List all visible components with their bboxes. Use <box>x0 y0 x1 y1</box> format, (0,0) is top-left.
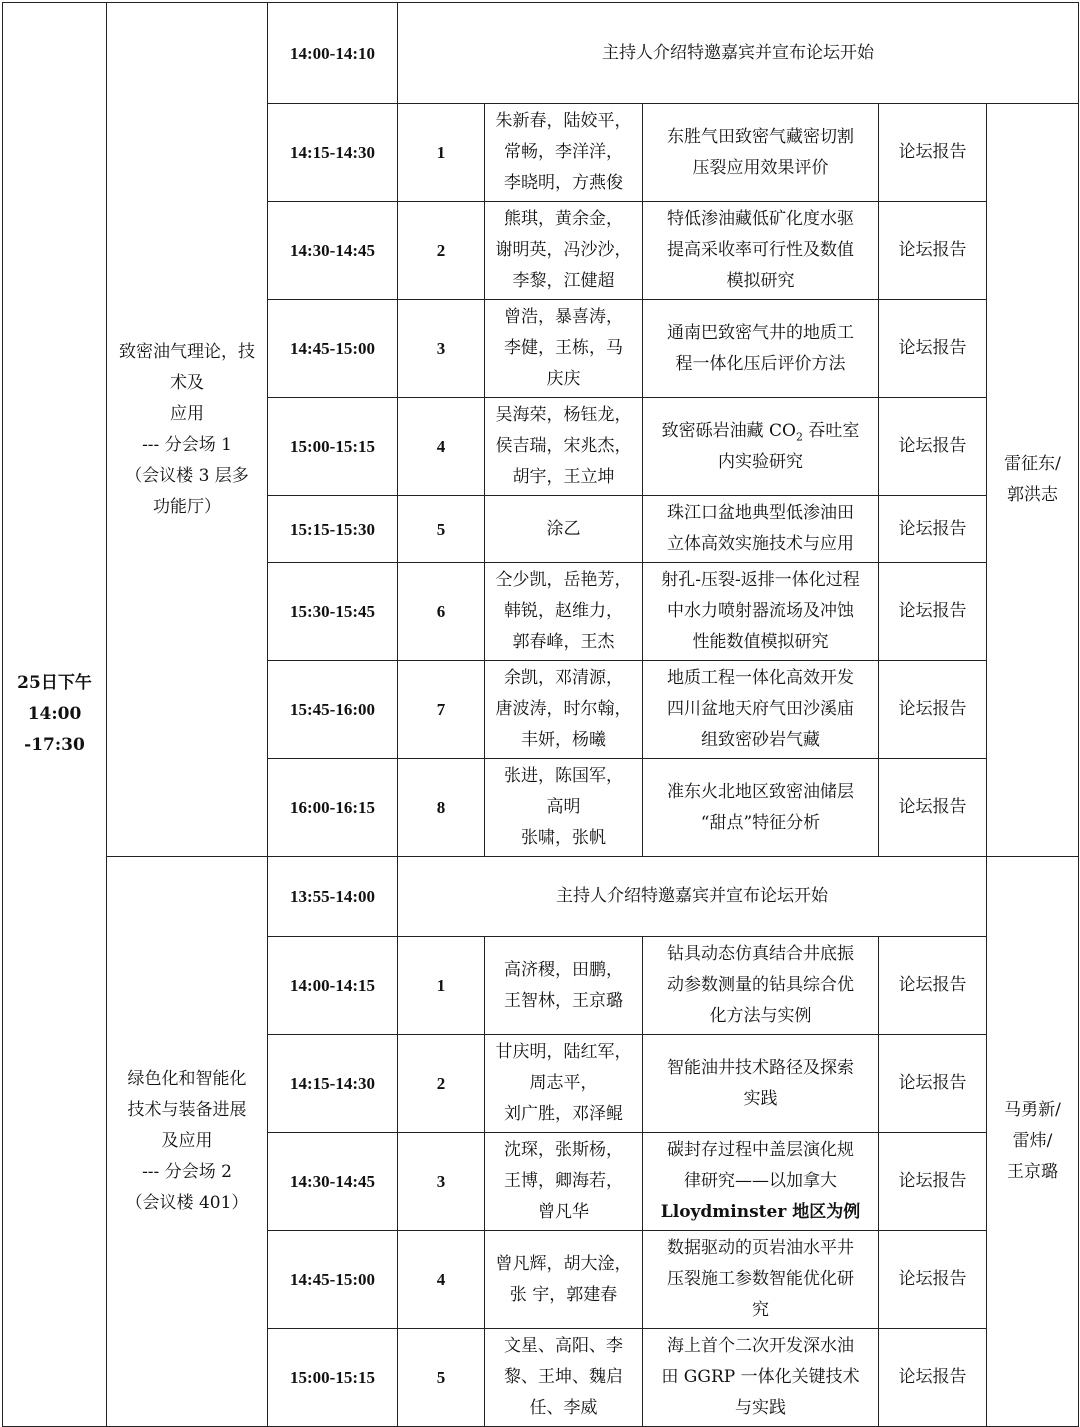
talk-authors: 吴海荣，杨钰龙， 侯吉瑞，宋兆杰， 胡宇，王立坤 <box>485 398 643 496</box>
talk-topic: 致密砾岩油藏 $CO_2$ 吞吐室 内实验研究 <box>643 398 879 496</box>
talk-topic: 碳封存过程中盖层演化规 律研究——以加拿大 Lloydminster 地区为例 <box>643 1133 879 1231</box>
day-time-start: 14:00 <box>27 704 82 724</box>
talk-time: 14:45-15:00 <box>268 1231 398 1329</box>
talk-authors: 熊琪，黄余金， 谢明英，冯沙沙， 李黎，江健超 <box>485 202 643 300</box>
talk-topic: 射孔-压裂-返排一体化过程 中水力喷射器流场及冲蚀 性能数值模拟研究 <box>643 563 879 661</box>
talk-type: 论坛报告 <box>879 104 987 202</box>
talk-type: 论坛报告 <box>879 661 987 759</box>
talk-time: 14:45-15:00 <box>268 300 398 398</box>
talk-topic: 通南巴致密气井的地质工 程一体化压后评价方法 <box>643 300 879 398</box>
talk-topic: 钻具动态仿真结合井底振 动参数测量的钻具综合优 化方法与实例 <box>643 937 879 1035</box>
talk-time: 15:00-15:15 <box>268 1329 398 1427</box>
talk-type: 论坛报告 <box>879 1329 987 1427</box>
talk-topic: 特低渗油藏低矿化度水驱 提高采收率可行性及数值 模拟研究 <box>643 202 879 300</box>
talk-number: 3 <box>398 1133 485 1231</box>
day-cell <box>3 3 107 1427</box>
talk-number: 4 <box>398 1231 485 1329</box>
talk-time: 14:30-14:45 <box>268 1133 398 1231</box>
talk-topic: 准东火北地区致密油储层 “甜点”特征分析 <box>643 759 879 857</box>
opening-text: 主持人介绍特邀嘉宾并宣布论坛开始 <box>398 857 987 937</box>
talk-number: 2 <box>398 202 485 300</box>
talk-type: 论坛报告 <box>879 496 987 563</box>
session-1-chairs: 雷征东/ 郭洪志 <box>987 104 1079 857</box>
talk-topic: 智能油井技术路径及探索 实践 <box>643 1035 879 1133</box>
talk-number: 4 <box>398 398 485 496</box>
talk-topic: 海上首个二次开发深水油 田 GGRP 一体化关键技术 与实践 <box>643 1329 879 1427</box>
talk-time: 15:45-16:00 <box>268 661 398 759</box>
talk-authors: 沈琛，张斯杨， 王博，卿海若， 曾凡华 <box>485 1133 643 1231</box>
talk-number: 6 <box>398 563 485 661</box>
talk-time: 15:30-15:45 <box>268 563 398 661</box>
session-2-opening-row <box>3 857 1079 937</box>
talk-time: 16:00-16:15 <box>268 759 398 857</box>
talk-authors: 高济稷，田鹏， 王智林，王京璐 <box>485 937 643 1035</box>
talk-number: 8 <box>398 759 485 857</box>
talk-number: 5 <box>398 1329 485 1427</box>
talk-topic: 地质工程一体化高效开发 四川盆地天府气田沙溪庙 组致密砂岩气藏 <box>643 661 879 759</box>
session-2-name: 绿色化和智能化 技术与装备进展 及应用 --- 分会场 2 （会议楼 401） <box>107 857 268 1427</box>
talk-authors: 涂乙 <box>485 496 643 563</box>
talk-type: 论坛报告 <box>879 1133 987 1231</box>
talk-type: 论坛报告 <box>879 1231 987 1329</box>
talk-number: 7 <box>398 661 485 759</box>
talk-type: 论坛报告 <box>879 398 987 496</box>
talk-type: 论坛报告 <box>879 202 987 300</box>
talk-number: 5 <box>398 496 485 563</box>
talk-topic: 东胜气田致密气藏密切割 压裂应用效果评价 <box>643 104 879 202</box>
opening-time: 13:55-14:00 <box>268 857 398 937</box>
talk-type: 论坛报告 <box>879 937 987 1035</box>
talk-time: 14:00-14:15 <box>268 937 398 1035</box>
session-1-opening-row <box>3 3 1079 104</box>
opening-time: 14:00-14:10 <box>268 3 398 104</box>
talk-time: 14:15-14:30 <box>268 104 398 202</box>
talk-number: 3 <box>398 300 485 398</box>
talk-authors: 甘庆明，陆红军， 周志平， 刘广胜，邓泽鲲 <box>485 1035 643 1133</box>
session-1-name: 致密油气理论，技 术及 应用 --- 分会场 1 （会议楼 3 层多 功能厅） <box>107 3 268 857</box>
talk-authors: 张进，陈国军， 高明 张啸，张帆 <box>485 759 643 857</box>
opening-text: 主持人介绍特邀嘉宾并宣布论坛开始 <box>398 3 1079 104</box>
day-time-end: -17:30 <box>24 735 85 755</box>
talk-number: 1 <box>398 104 485 202</box>
talk-type: 论坛报告 <box>879 759 987 857</box>
talk-number: 2 <box>398 1035 485 1133</box>
schedule-table <box>2 2 1079 1427</box>
session-2-chairs: 马勇新/ 雷炜/ 王京璐 <box>987 857 1079 1427</box>
talk-type: 论坛报告 <box>879 1035 987 1133</box>
talk-authors: 仝少凯，岳艳芳， 韩锐，赵维力， 郭春峰，王杰 <box>485 563 643 661</box>
talk-topic: 数据驱动的页岩油水平井 压裂施工参数智能优化研 究 <box>643 1231 879 1329</box>
talk-number: 1 <box>398 937 485 1035</box>
talk-type: 论坛报告 <box>879 563 987 661</box>
talk-topic: 珠江口盆地典型低渗油田 立体高效实施技术与应用 <box>643 496 879 563</box>
talk-time: 14:15-14:30 <box>268 1035 398 1133</box>
talk-authors: 曾凡辉，胡大淦， 张 宇，郭建春 <box>485 1231 643 1329</box>
talk-authors: 朱新春，陆姣平， 常畅，李洋洋， 李晓明，方燕俊 <box>485 104 643 202</box>
talk-authors: 文星、高阳、李 黎、王坤、魏启 任、李威 <box>485 1329 643 1427</box>
talk-type: 论坛报告 <box>879 300 987 398</box>
talk-time: 15:00-15:15 <box>268 398 398 496</box>
talk-time: 14:30-14:45 <box>268 202 398 300</box>
talk-time: 15:15-15:30 <box>268 496 398 563</box>
talk-authors: 曾浩，暴喜涛， 李健，王栋，马 庆庆 <box>485 300 643 398</box>
talk-authors: 余凯，邓清源， 唐波涛，时尔翰， 丰妍，杨曦 <box>485 661 643 759</box>
day-label: 25日下午 <box>17 673 92 693</box>
